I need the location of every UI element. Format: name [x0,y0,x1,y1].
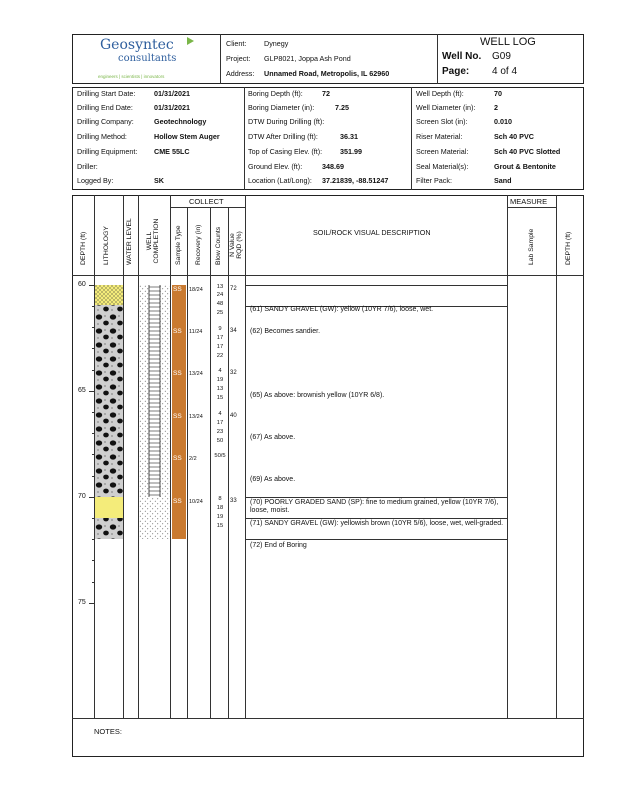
info-label: Drilling Start Date: [77,89,136,98]
col-header-collect: COLLECT [189,197,224,206]
col-header-lithology: LITHOLOGY [103,226,110,265]
sample-n-value: 40 [230,413,237,419]
info-value: 2 [494,103,498,112]
info-label: DTW After Drilling (ft): [248,132,318,141]
logo-name: Geosyntec [100,37,174,53]
info-label: Logged By: [77,176,114,185]
col-header-n-value: N Value RQD (%) [229,231,243,259]
description-item: (69) As above. [250,476,296,483]
logo-sub: consultants [118,53,177,64]
lithology-column [95,285,123,545]
litho-sandy-gravel-top [95,285,123,305]
col-header-depth-right: DEPTH (ft) [565,231,572,265]
litho-gravel [95,305,123,497]
info-value: 72 [322,89,330,98]
info-label: Driller: [77,162,98,171]
info-value: 01/31/2021 [154,103,190,112]
sample-blow: 9 [218,326,222,332]
depth-label: 60 [78,281,86,288]
sample-recovery: 13/24 [189,371,203,377]
info-label: Screen Slot (in): [416,117,468,126]
col-header-blow-counts: Blow Counts [215,226,222,265]
col-header-lab-sample: Lab Sample [528,228,535,265]
sample-blow: 4 [218,368,222,374]
well-no-value: G09 [492,51,511,62]
project-value: GLP8021, Joppa Ash Pond [264,54,351,63]
sample-blow: 18 [216,505,224,511]
sample-recovery: 18/24 [189,287,203,293]
description-item: (72) End of Boring [250,542,307,549]
sample-blow: 8 [218,496,222,502]
info-value: 37.21839, -88.51247 [322,176,389,185]
info-label: Boring Diameter (in): [248,103,315,112]
address-label: Address: [226,69,255,78]
client-value: Dynegy [264,39,289,48]
page-label: Page: [442,66,470,77]
description-item: (61) SANDY GRAVEL (GW): yellow (10YR 7/6), loose, wet. [250,306,434,313]
sample-type: SS [173,370,182,377]
sample-type: SS [173,286,182,293]
sample-blow: 4 [218,411,222,417]
info-value: 0.010 [494,117,512,126]
info-label: Well Depth (ft): [416,89,464,98]
sample-blow: 17 [216,335,224,341]
info-value: SK [154,176,164,185]
description-item: (67) As above. [250,434,296,441]
col-header-description: SOIL/ROCK VISUAL DESCRIPTION [313,228,431,237]
address-value: Unnamed Road, Metropolis, IL 62960 [264,69,390,78]
sample-recovery: 13/24 [189,414,203,420]
litho-sand [95,497,123,518]
info-label: DTW During Drilling (ft): [248,117,325,126]
logo-tagline: engineers | scientists | innovators [98,74,165,79]
sample-blow: 15 [216,395,224,401]
info-value: Sand [494,176,512,185]
info-value: 01/31/2021 [154,89,190,98]
depth-label: 70 [78,493,86,500]
sample-n-value: 32 [230,370,237,376]
sample-blow: 13 [216,284,224,290]
notes-label: NOTES: [94,727,122,736]
info-value: 351.99 [340,147,362,156]
info-value: 348.69 [322,162,344,171]
description-item: (70) POORLY GRADED SAND (SP): fine to medium grained, yellow (10YR 7/6), loose, moist. [250,499,499,514]
sample-blow: 22 [216,353,224,359]
sample-blow: 17 [216,344,224,350]
info-label: Drilling Company: [77,117,134,126]
sample-blow: 25 [216,310,224,316]
info-label: Drilling Equipment: [77,147,138,156]
info-label: Drilling Method: [77,132,127,141]
project-label: Project: [226,54,251,63]
info-value: 7.25 [335,103,349,112]
col-header-water-level: WATER LEVEL [126,218,133,265]
page-value: 4 of 4 [492,66,518,77]
info-value: Sch 40 PVC Slotted [494,147,561,156]
info-label: Well Diameter (in): [416,103,476,112]
logo-mark-icon [187,37,194,45]
sample-blow: 19 [216,377,224,383]
info-label: Seal Material(s): [416,162,469,171]
info-label: Boring Depth (ft): [248,89,303,98]
sample-blow: 48 [216,301,224,307]
sample-blow: 50/5 [214,453,226,459]
info-value: 36.31 [340,132,358,141]
well-completion-diagram [139,285,170,545]
info-label: Filter Pack: [416,176,452,185]
sample-blow: 19 [216,514,224,520]
sample-blow: 15 [216,523,224,529]
litho-gravel-bottom [95,518,123,539]
sample-blow: 23 [216,429,224,435]
info-label: Screen Material: [416,147,469,156]
info-value: Grout & Bentonite [494,162,556,171]
info-value: Hollow Stem Auger [154,132,220,141]
sample-recovery: 10/24 [189,499,203,505]
well-log-title: WELL LOG [480,36,536,48]
info-label: Ground Elev. (ft): [248,162,303,171]
info-label: Drilling End Date: [77,103,133,112]
info-label: Riser Material: [416,132,463,141]
sample-n-value: 34 [230,328,237,334]
info-label: Location (Lat/Long): [248,176,312,185]
sample-type: SS [173,498,182,505]
col-header-well-completion: WELL COMPLETION [146,218,160,264]
col-header-depth: DEPTH (ft) [80,231,87,265]
sample-type: SS [173,413,182,420]
sample-n-value: 33 [230,498,237,504]
info-value: 70 [494,89,502,98]
description-item: (71) SANDY GRAVEL (GW): yellowish brown (10YR 5/6), loose, wet, well-graded. [250,520,504,527]
col-header-measure: MEASURE [510,197,548,206]
sample-n-value: 72 [230,286,237,292]
description-item: (65) As above: brownish yellow (10YR 6/8). [250,392,385,399]
col-header-recovery: Recovery (in) [195,224,202,265]
sample-blow: 17 [216,420,224,426]
depth-label: 75 [78,599,86,606]
sample-blow: 24 [216,292,224,298]
sample-blow: 50 [216,438,224,444]
info-value: Geotechnology [154,117,207,126]
info-value: CME 55LC [154,147,190,156]
sample-blow: 13 [216,386,224,392]
description-item: (62) Becomes sandier. [250,328,321,335]
sample-type: SS [173,455,182,462]
col-header-sample-type: Sample Type [175,225,182,265]
sample-recovery: 11/24 [189,329,203,335]
info-label: Top of Casing Elev. (ft): [248,147,323,156]
info-value: Sch 40 PVC [494,132,534,141]
client-label: Client: [226,39,247,48]
sample-recovery: 2/2 [189,456,197,462]
depth-label: 65 [78,387,86,394]
well-no-label: Well No. [442,51,482,62]
sample-type: SS [173,328,182,335]
